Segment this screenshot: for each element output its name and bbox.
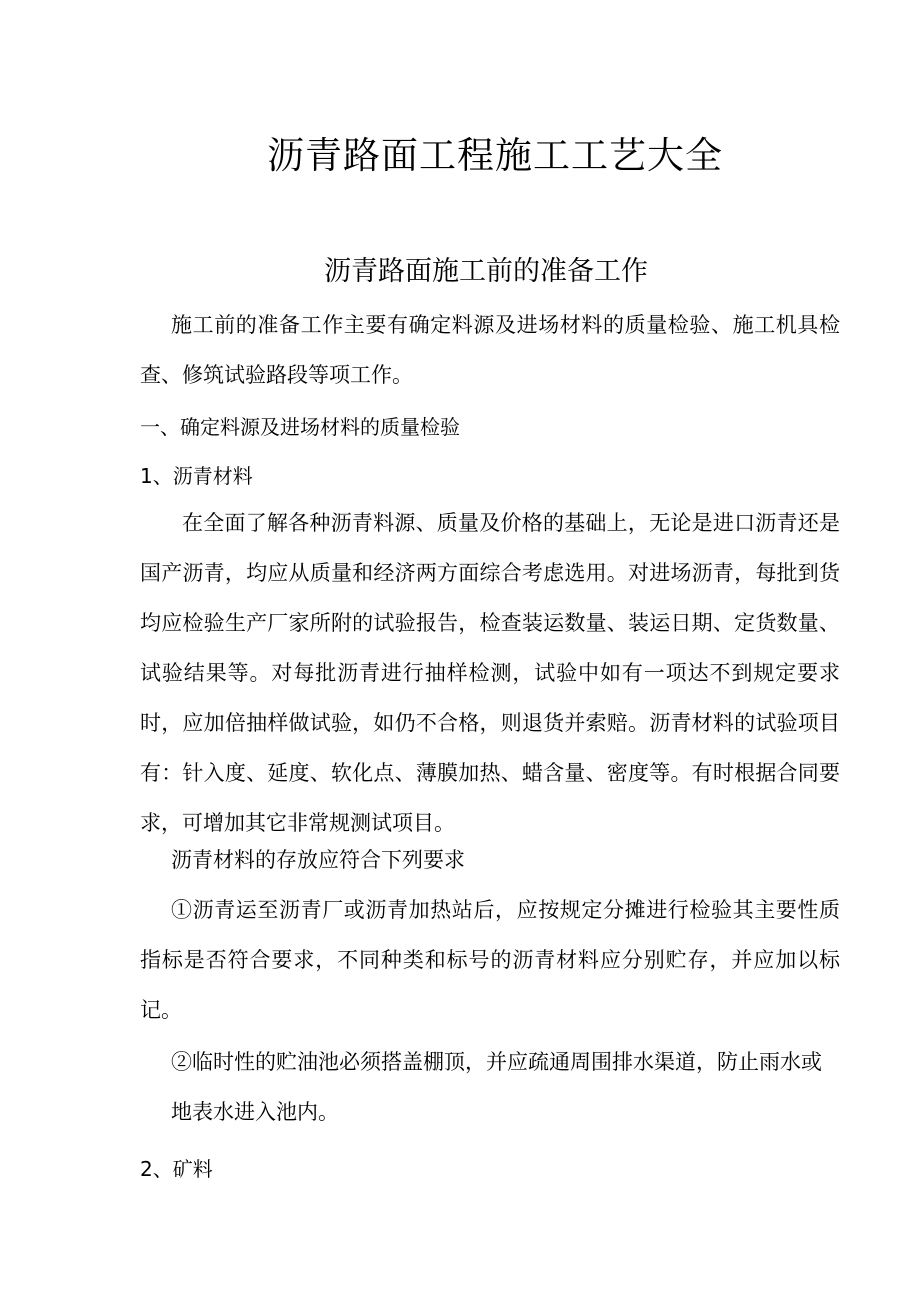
document-title: 沥青路面工程施工工艺大全	[267, 134, 723, 177]
heading-material-inspection: 一、确定料源及进场材料的质量检验	[140, 415, 460, 439]
storage-item-1: ①沥青运至沥青厂或沥青加热站后，应按规定分摊进行检验其主要性质指标是否符合要求，不同种类和标号的沥青材料应分别贮存，并应加以标记。	[140, 898, 840, 1022]
intro-paragraph: 施工前的准备工作主要有确定料源及进场材料的质量检验、施工机具检查、修筑试验路段等项工作。	[140, 313, 840, 387]
storage-requirements-paragraph: 沥青材料的存放应符合下列要求	[171, 848, 465, 872]
storage-item-2: ②临时性的贮油池必须搭盖棚顶，并应疏通周围排水渠道，防止雨水或	[171, 1050, 822, 1074]
subheading-asphalt-material: 1、沥青材料	[140, 464, 253, 488]
asphalt-material-paragraph: 在全面了解各种沥青料源、质量及价格的基础上，无论是进口沥青还是国产沥青，均应从质量和经济两方面综合考虑选用。对进场沥青，每批到货均应检验生产厂家所附的试验报告，检查装运数量、装运日期、定货数量、试验结果等。对每批沥青进行抽样检测，试验中如有一项达不到规定要求时，应加倍抽样做试验，如仍不合格，则退货并索赔。沥青材料的试验项目有：针入度、延度、软化点、薄膜加热、蜡含量、密度等。有时根据合同要求，可增加其它非常规测试项目。	[140, 511, 840, 835]
section-title: 沥青路面施工前的准备工作	[324, 256, 648, 287]
storage-item-2-continued: 地表水进入池内。	[171, 1100, 339, 1124]
subheading-mineral-aggregate: 2、矿料	[140, 1157, 213, 1181]
